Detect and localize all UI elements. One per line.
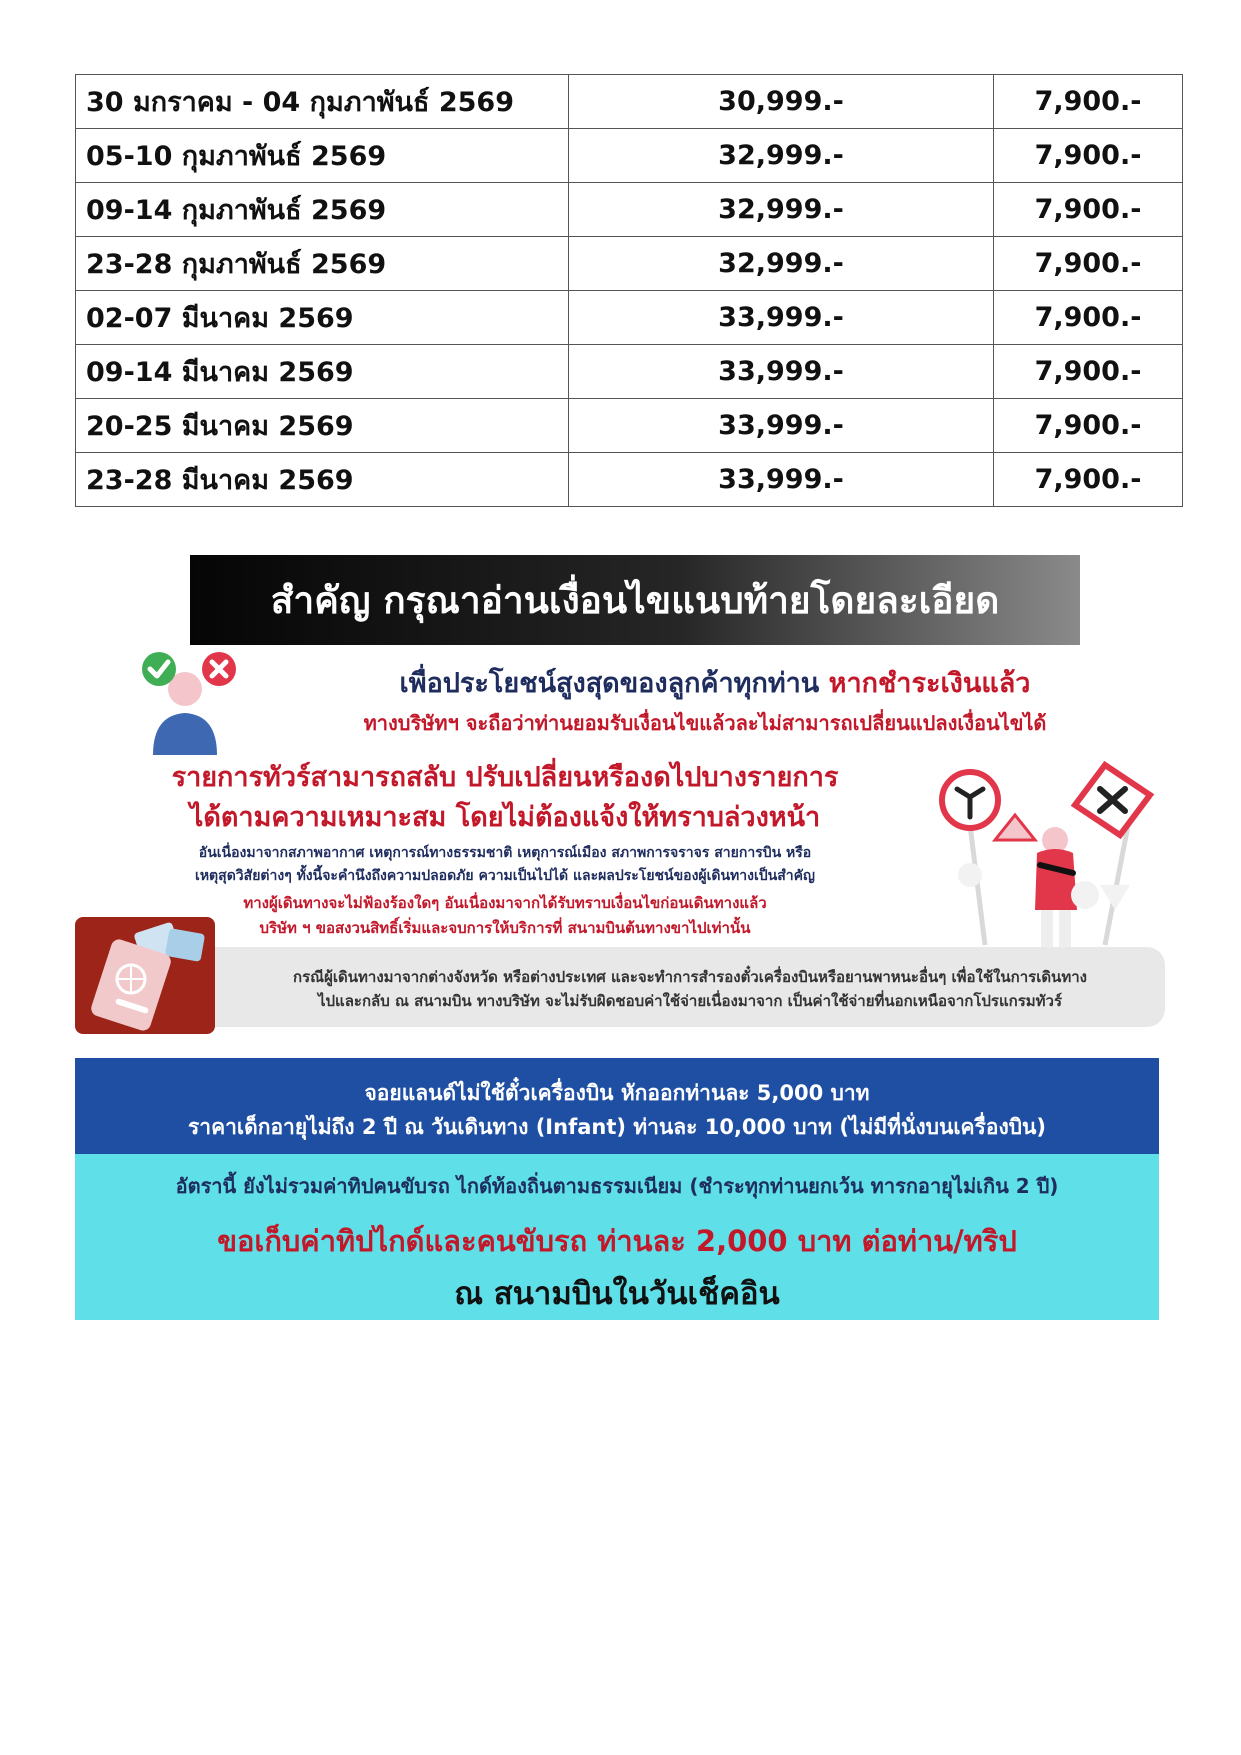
joinland-infant-box xyxy=(75,1058,1159,1154)
conditions-banner xyxy=(75,555,1170,1033)
conditions-heading: สำคัญ กรุณาอ่านเงื่อนไขแนบท้ายโดยละเอียด xyxy=(190,555,1080,645)
check-icon xyxy=(142,652,176,686)
passport-panel xyxy=(75,917,215,1034)
date-cell: 23-28 มีนาคม 2569 xyxy=(76,453,569,507)
joinland-text: จอยแลนด์ไม่ใช้ตั๋วเครื่องบิน หักออกท่านละ 5,000 บาท xyxy=(364,1081,870,1105)
note-line-2: ไปและกลับ ณ สนามบิน ทางบริษัท จะไม่รับผิดชอบค่าใช้จ่ายเนื่องมาจาก เป็นค่าใช้จ่ายที่นอกเหนือจากโปรแกรมทัวร์ xyxy=(317,992,1063,1010)
single-supplement-cell: 7,900.- xyxy=(994,453,1183,507)
tip-collection-place: ณ สนามบินในวันเช็คอิน xyxy=(454,1276,780,1312)
table-row xyxy=(76,399,1183,453)
tip-box xyxy=(75,1154,1159,1320)
price-cell: 32,999.- xyxy=(569,237,994,291)
responsibility-note xyxy=(215,947,1165,1027)
tip-amount-text: ขอเก็บค่าทิปไกด์และคนขับรถ ท่านละ 2,000 บาท ต่อท่าน/ทริป xyxy=(217,1224,1017,1258)
table-row xyxy=(76,75,1183,129)
date-cell: 23-28 กุมภาพันธ์ 2569 xyxy=(76,237,569,291)
person-body xyxy=(153,713,217,755)
price-cell: 33,999.- xyxy=(569,291,994,345)
single-supplement-cell: 7,900.- xyxy=(994,237,1183,291)
reason-line-2: เหตุสุดวิสัยต่างๆ ทั้งนี้จะคำนึงถึงความปลอดภัย ความเป็นไปได้ และผลประโยชน์ของผู้เดินทางเป็นสำคัญ xyxy=(195,868,815,884)
benefit-highlight: หากชำระเงินแล้ว xyxy=(828,668,1031,699)
date-cell: 02-07 มีนาคม 2569 xyxy=(76,291,569,345)
price-cell: 32,999.- xyxy=(569,183,994,237)
single-supplement-cell: 7,900.- xyxy=(994,345,1183,399)
table-row xyxy=(76,345,1183,399)
single-supplement-cell: 7,900.- xyxy=(994,129,1183,183)
date-cell: 09-14 มีนาคม 2569 xyxy=(76,345,569,399)
table-row xyxy=(76,237,1183,291)
date-cell: 05-10 กุมภาพันธ์ 2569 xyxy=(76,129,569,183)
price-cell: 32,999.- xyxy=(569,129,994,183)
single-supplement-cell: 7,900.- xyxy=(994,291,1183,345)
table-row xyxy=(76,183,1183,237)
reason-line-1: อันเนื่องมาจากสภาพอากาศ เหตุการณ์ทางธรรมชาติ เหตุการณ์เมือง สภาพการจราจร สายการบิน หรือ xyxy=(198,845,812,861)
road-signs-illustration xyxy=(935,745,1165,955)
itinerary-change-line-2: ได้ตามความเหมาะสม โดยไม่ต้องแจ้งให้ทราบล่วงหน้า xyxy=(189,802,821,833)
note-line-1: กรณีผู้เดินทางมาจากต่างจังหวัด หรือต่างประเทศ และจะทำการสำรองตั๋วเครื่องบินหรือยานพาหนะอื่นๆ เพื่อใช้ในการเดินทาง xyxy=(293,968,1087,986)
single-supplement-cell: 7,900.- xyxy=(994,183,1183,237)
infant-price-text: ราคาเด็กอายุไม่ถึง 2 ปี ณ วันเดินทาง (Infant) ท่านละ 10,000 บาท (ไม่มีที่นั่งบนเครื่องบิน) xyxy=(188,1115,1046,1139)
price-cell: 33,999.- xyxy=(569,345,994,399)
single-supplement-cell: 7,900.- xyxy=(994,75,1183,129)
benefit-line xyxy=(265,661,1165,704)
itinerary-change-line-1: รายการทัวร์สามารถสลับ ปรับเปลี่ยนหรืองดไปบางรายการ xyxy=(171,762,839,793)
date-cell: 20-25 มีนาคม 2569 xyxy=(76,399,569,453)
single-supplement-cell: 7,900.- xyxy=(994,399,1183,453)
company-acceptance-text: ทางบริษัทฯ จะถือว่าท่านยอมรับเงื่อนไขแล้วละไม่สามารถเปลี่ยนแปลงเงื่อนไขได้ xyxy=(363,711,1047,735)
reason-line-4: บริษัท ฯ ขอสงวนสิทธิ์เริ่มและจบการให้บริการที่ สนามบินต้นทางขาไปเท่านั้น xyxy=(259,919,751,937)
price-cell: 33,999.- xyxy=(569,399,994,453)
date-cell: 09-14 กุมภาพันธ์ 2569 xyxy=(76,183,569,237)
table-row xyxy=(76,129,1183,183)
date-cell: 30 มกราคม - 04 กุมภาพันธ์ 2569 xyxy=(76,75,569,129)
traveler-body xyxy=(1035,849,1077,910)
tip-note-text: อัตรานี้ ยังไม่รวมค่าทิปคนขับรถ ไกด์ท้องถิ่นตามธรรมเนียม (ชำระทุกท่านยกเว้น ทารกอายุไม่เกิน 2 ปี) xyxy=(175,1174,1059,1198)
table-row xyxy=(76,291,1183,345)
passport-icon xyxy=(75,917,215,1034)
price-table xyxy=(75,74,1183,507)
price-cell: 30,999.- xyxy=(569,75,994,129)
cross-icon xyxy=(202,652,236,686)
reason-line-3: ทางผู้เดินทางจะไม่ฟ้องร้องใดๆ อันเนื่องมาจากได้รับทราบเงื่อนไขก่อนเดินทางแล้ว xyxy=(243,894,767,912)
table-row xyxy=(76,453,1183,507)
person-icon xyxy=(137,649,247,759)
price-cell: 33,999.- xyxy=(569,453,994,507)
benefit-text: เพื่อประโยชน์สูงสุดของลูกค้าทุกท่าน xyxy=(399,668,820,699)
